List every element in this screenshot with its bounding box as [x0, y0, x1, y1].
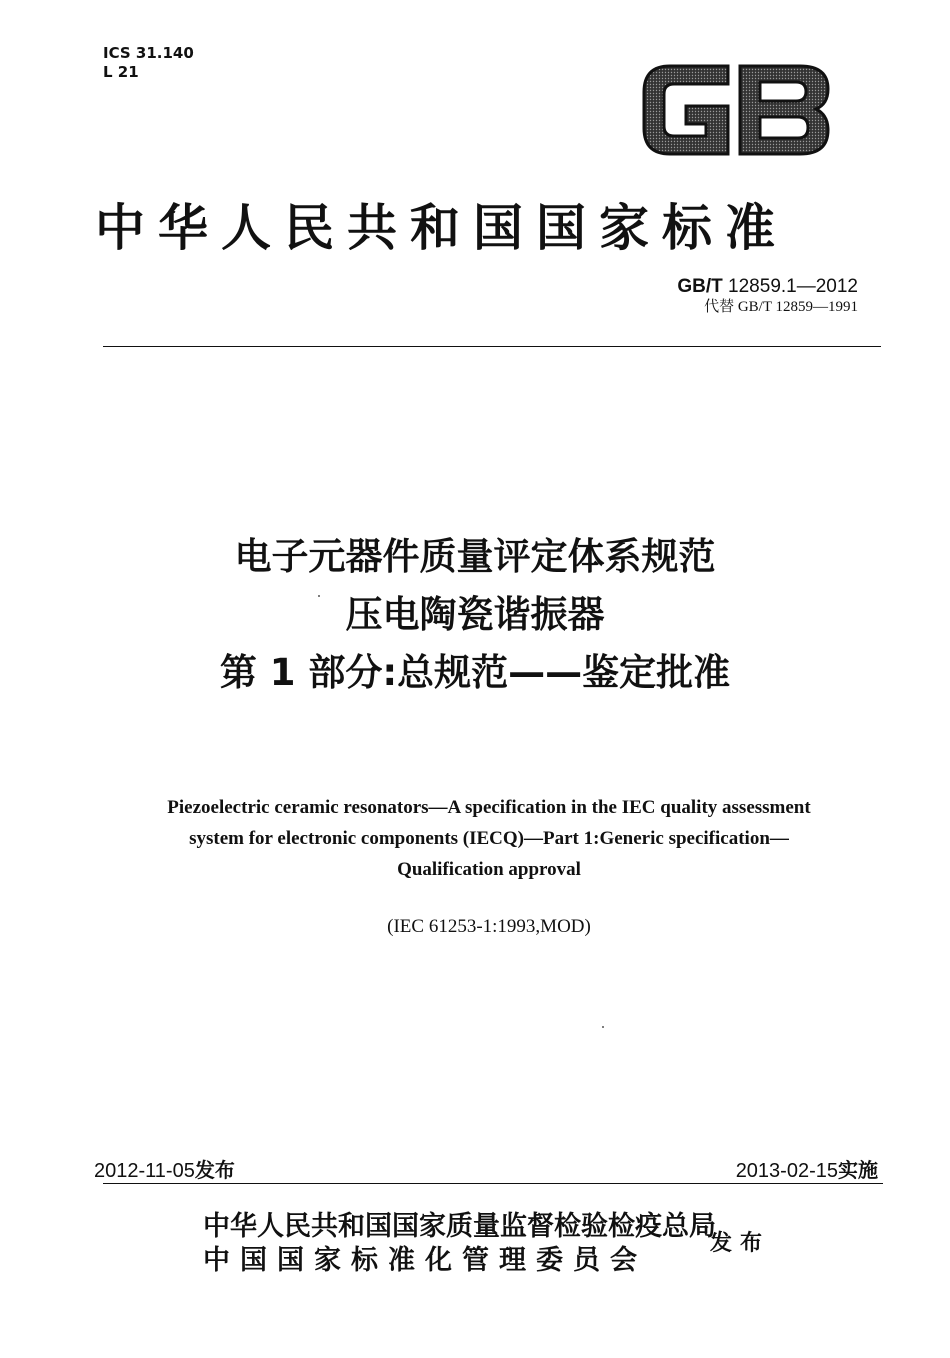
issue-date-value: 2012-11-05 — [94, 1160, 195, 1182]
standard-code: 12859.1—2012 — [728, 276, 858, 297]
effective-date-value: 2013-02-15 — [735, 1160, 838, 1182]
publishers — [203, 1210, 716, 1278]
title-en-line-1: Piezoelectric ceramic resonators—A specification in the IEC quality assessment — [167, 797, 811, 818]
title-chinese — [0, 528, 950, 702]
title-en-line-3: Qualification approval — [397, 859, 581, 880]
classification-codes — [103, 44, 194, 82]
replaces-standard: 代替 GB/T 12859—1991 — [704, 299, 858, 315]
header-divider — [103, 346, 881, 347]
issue-date-label: 发布 — [194, 1160, 235, 1182]
standard-number — [677, 276, 858, 298]
national-standard-title: 中华人民共和国国家标准 — [95, 198, 788, 257]
publisher-sac: 中国国家标准化管理委员会 — [203, 1245, 647, 1276]
effective-date-label: 实施 — [838, 1160, 878, 1182]
gb-logo — [640, 62, 832, 158]
title-cn-line-2: 压电陶瓷谐振器 — [345, 593, 605, 636]
publisher-aqsiq: 中华人民共和国国家质量监督检验检疫总局 — [203, 1211, 716, 1242]
title-cn-line-1: 电子元器件质量评定体系规范 — [234, 535, 716, 578]
scan-speck — [602, 1026, 604, 1028]
title-english — [0, 792, 950, 885]
title-en-line-2: system for electronic components (IECQ)—Part 1:Generic specification— — [189, 828, 789, 849]
ics-code: ICS 31.140 — [103, 44, 194, 62]
standard-number-block — [677, 276, 858, 316]
effective-date — [736, 1154, 878, 1183]
scan-speck — [318, 595, 320, 597]
title-cn-line-3: 第 1 部分:总规范——鉴定批准 — [219, 651, 731, 694]
iec-reference: (IEC 61253-1:1993,MOD) — [387, 916, 591, 937]
publish-label: 发布 — [710, 1230, 771, 1256]
issue-date — [94, 1154, 235, 1183]
ccs-code: L 21 — [103, 63, 139, 81]
standard-prefix: GB/T — [677, 276, 723, 297]
footer-divider — [103, 1183, 883, 1184]
